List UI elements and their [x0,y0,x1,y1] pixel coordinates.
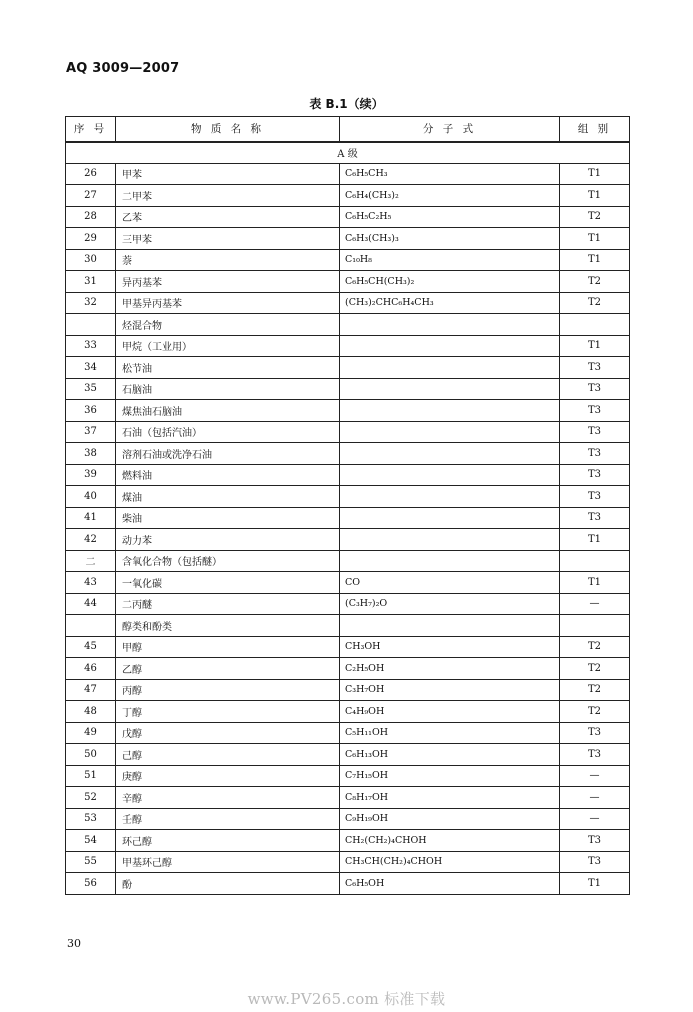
molecular-formula [340,507,560,529]
table-row [66,851,630,873]
table-row [66,464,630,486]
molecular-formula: C₁₀H₈ [340,249,560,271]
temperature-group [560,314,630,336]
substance-name: 甲醇 [116,636,340,658]
row-number: 37 [66,421,116,443]
temperature-group: T1 [560,163,630,185]
substance-name: 甲基异丙基苯 [116,292,340,314]
molecular-formula: C₇H₁₅OH [340,765,560,787]
row-number: 42 [66,529,116,551]
temperature-group: T2 [560,206,630,228]
table-row [66,357,630,379]
table-row [66,787,630,809]
substance-name: 乙醇 [116,658,340,680]
temperature-group: T1 [560,873,630,895]
substance-name: 异丙基苯 [116,271,340,293]
substance-name: 己醇 [116,744,340,766]
table-row [66,593,630,615]
table-row [66,701,630,723]
column-header-formula: 分 子 式 [340,117,560,142]
table-row [66,830,630,852]
substance-name: 动力苯 [116,529,340,551]
table-row [66,185,630,207]
molecular-formula: C₈H₁₇OH [340,787,560,809]
temperature-group: T2 [560,701,630,723]
molecular-formula [340,529,560,551]
table-body [66,142,630,895]
molecular-formula: C₆H₁₃OH [340,744,560,766]
row-number: 28 [66,206,116,228]
temperature-group: T1 [560,228,630,250]
table-row [66,163,630,185]
molecular-formula: C₆H₄(CH₃)₂ [340,185,560,207]
substance-name: 环己醇 [116,830,340,852]
molecular-formula: C₄H₉OH [340,701,560,723]
molecular-formula: (CH₃)₂CHC₆H₄CH₃ [340,292,560,314]
table-row [66,808,630,830]
molecular-formula: C₆H₃(CH₃)₃ [340,228,560,250]
substance-name: 石脑油 [116,378,340,400]
temperature-group: T1 [560,249,630,271]
column-header-number: 序 号 [66,117,116,142]
temperature-group: T3 [560,486,630,508]
column-header-substance-name: 物 质 名 称 [116,117,340,142]
row-number: 51 [66,765,116,787]
row-number: 38 [66,443,116,465]
molecular-formula [340,443,560,465]
table-row [66,507,630,529]
table-row [66,249,630,271]
temperature-group: T1 [560,572,630,594]
temperature-group: T2 [560,679,630,701]
row-number: 27 [66,185,116,207]
row-number: 47 [66,679,116,701]
column-header-group: 组 别 [560,117,630,142]
page-number: 30 [67,937,81,950]
table-row [66,679,630,701]
temperature-group: T3 [560,507,630,529]
table-row [66,228,630,250]
temperature-group: T3 [560,400,630,422]
row-number: 29 [66,228,116,250]
table-row [66,443,630,465]
substance-name: 醇类和酚类 [116,615,340,637]
molecular-formula [340,400,560,422]
molecular-formula [340,314,560,336]
molecular-formula [340,357,560,379]
substance-name: 乙苯 [116,206,340,228]
temperature-group: T1 [560,529,630,551]
substance-name: 溶剂石油或洗净石油 [116,443,340,465]
table-row [66,744,630,766]
temperature-group: T2 [560,271,630,293]
row-number: 33 [66,335,116,357]
table-row [66,335,630,357]
row-number: 48 [66,701,116,723]
molecular-formula: CH₂(CH₂)₄CHOH [340,830,560,852]
molecular-formula [340,378,560,400]
table-row [66,271,630,293]
temperature-group: T2 [560,636,630,658]
row-number: 二 [66,550,116,572]
row-number: 53 [66,808,116,830]
molecular-formula: C₆H₅C₂H₅ [340,206,560,228]
substance-name: 石油（包括汽油） [116,421,340,443]
row-number: 43 [66,572,116,594]
table-row [66,529,630,551]
row-number: 56 [66,873,116,895]
molecular-formula: C₆H₅CH(CH₃)₂ [340,271,560,293]
substance-name: 庚醇 [116,765,340,787]
temperature-group: T3 [560,421,630,443]
molecular-formula: C₂H₅OH [340,658,560,680]
row-number: 30 [66,249,116,271]
temperature-group [560,615,630,637]
substance-name: 烃混合物 [116,314,340,336]
row-number: 41 [66,507,116,529]
temperature-group: — [560,765,630,787]
table-row [66,486,630,508]
temperature-group: T3 [560,830,630,852]
row-number: 36 [66,400,116,422]
table-row [66,615,630,637]
row-number [66,615,116,637]
molecular-formula [340,486,560,508]
watermark-text: www.PV265.com 标准下载 [247,990,446,1008]
row-number [66,314,116,336]
substance-name: 甲烷（工业用） [116,335,340,357]
temperature-group: T1 [560,335,630,357]
row-number: 39 [66,464,116,486]
row-number: 50 [66,744,116,766]
group-header-row [66,142,630,164]
temperature-group: T3 [560,443,630,465]
substance-name: 萘 [116,249,340,271]
substance-name: 柴油 [116,507,340,529]
molecular-formula [340,615,560,637]
substance-name: 煤焦油石脑油 [116,400,340,422]
molecular-formula [340,464,560,486]
row-number: 46 [66,658,116,680]
substance-name: 辛醇 [116,787,340,809]
row-number: 34 [66,357,116,379]
temperature-group: T3 [560,464,630,486]
table-row [66,636,630,658]
molecular-formula: (C₃H₇)₂O [340,593,560,615]
substance-name: 三甲苯 [116,228,340,250]
row-number: 40 [66,486,116,508]
temperature-group: T3 [560,357,630,379]
temperature-group: T1 [560,185,630,207]
molecular-formula: C₉H₁₉OH [340,808,560,830]
molecular-formula: CH₃CH(CH₂)₄CHOH [340,851,560,873]
row-number: 52 [66,787,116,809]
molecular-formula [340,335,560,357]
temperature-group: T2 [560,658,630,680]
row-number: 55 [66,851,116,873]
substance-name: 松节油 [116,357,340,379]
substance-table [65,116,630,895]
row-number: 49 [66,722,116,744]
substance-name: 一氧化碳 [116,572,340,594]
molecular-formula: C₆H₅CH₃ [340,163,560,185]
molecular-formula: C₃H₇OH [340,679,560,701]
temperature-group: — [560,593,630,615]
standard-code: AQ 3009—2007 [66,61,180,76]
substance-name: 燃料油 [116,464,340,486]
molecular-formula [340,550,560,572]
temperature-group: T3 [560,722,630,744]
table-row [66,722,630,744]
table-row [66,378,630,400]
substance-name: 二丙醚 [116,593,340,615]
row-number: 31 [66,271,116,293]
temperature-group: — [560,787,630,809]
substance-name: 丁醇 [116,701,340,723]
molecular-formula: C₅H₁₁OH [340,722,560,744]
row-number: 26 [66,163,116,185]
temperature-group: T3 [560,744,630,766]
row-number: 54 [66,830,116,852]
table-row [66,400,630,422]
table-row [66,550,630,572]
table-row [66,421,630,443]
table-row [66,314,630,336]
molecular-formula [340,421,560,443]
row-number: 45 [66,636,116,658]
temperature-group: — [560,808,630,830]
substance-name: 二甲苯 [116,185,340,207]
molecular-formula: CH₃OH [340,636,560,658]
table-title: 表 B.1（续） [309,97,384,111]
substance-name: 煤油 [116,486,340,508]
substance-name: 酚 [116,873,340,895]
substance-name: 丙醇 [116,679,340,701]
table-row [66,206,630,228]
table-row [66,292,630,314]
table-row [66,658,630,680]
molecular-formula: CO [340,572,560,594]
temperature-group: T3 [560,378,630,400]
row-number: 35 [66,378,116,400]
temperature-group [560,550,630,572]
temperature-group: T3 [560,851,630,873]
substance-name: 壬醇 [116,808,340,830]
molecular-formula: C₆H₅OH [340,873,560,895]
group-label: A 级 [66,142,630,164]
row-number: 44 [66,593,116,615]
row-number: 32 [66,292,116,314]
substance-name: 含氧化合物（包括醚） [116,550,340,572]
table-row [66,765,630,787]
table-row [66,873,630,895]
substance-name: 甲基环己醇 [116,851,340,873]
table-row [66,572,630,594]
substance-name: 甲苯 [116,163,340,185]
substance-name: 戊醇 [116,722,340,744]
table-header-row [66,117,630,142]
temperature-group: T2 [560,292,630,314]
